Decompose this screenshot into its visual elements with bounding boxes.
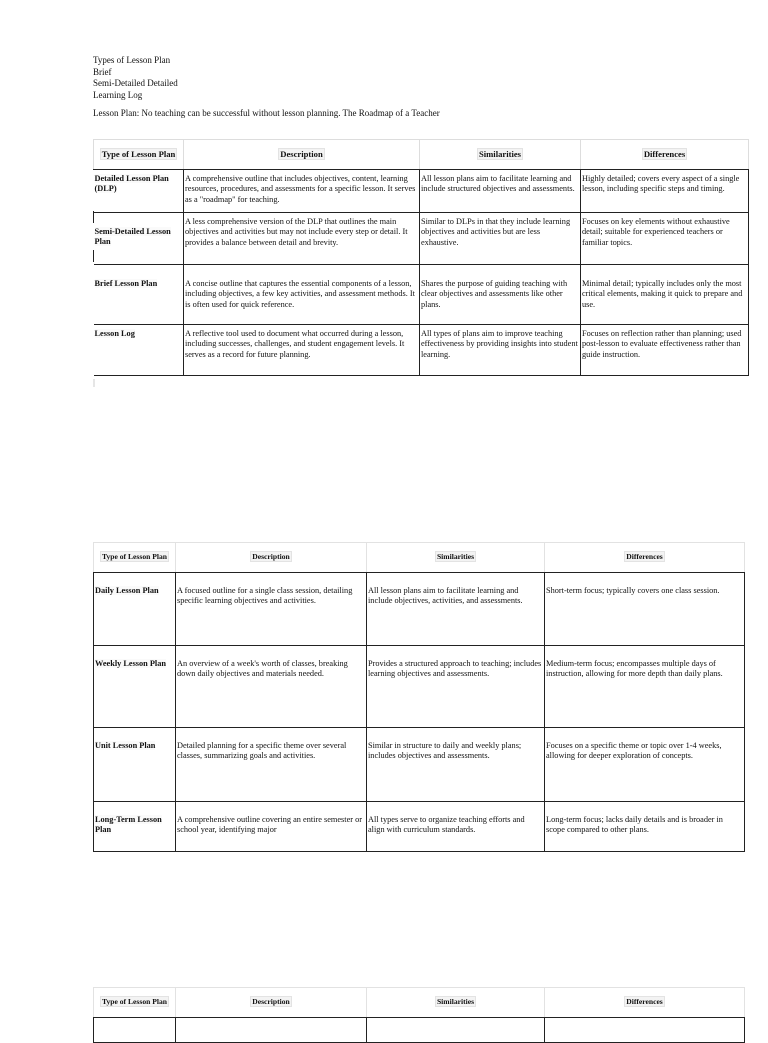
- column-header: Type of Lesson Plan: [94, 988, 176, 1018]
- description-cell: A reflective tool used to document what occurred during a lesson, including successes, challenges, and student engagement levels. It serves as a record for future planning.: [184, 325, 420, 376]
- table-row: [94, 646, 745, 728]
- similarities-cell: Similar in structure to daily and weekly plans; includes objectives and assessments.: [367, 728, 545, 802]
- description-cell: A less comprehensive version of the DLP that outlines the main objectives and activities but may not include every step or detail. It provides a balance between detail and brevity.: [184, 213, 420, 265]
- differences-cell: Medium-term focus; encompasses multiple days of instruction, allowing for more depth than daily plans.: [545, 646, 745, 728]
- table-row: [94, 728, 745, 802]
- similarities-cell: All types serve to organize teaching efforts and align with curriculum standards.: [367, 802, 545, 852]
- type-cell: Detailed Lesson Plan (DLP): [94, 170, 184, 213]
- column-header: Description: [184, 140, 420, 170]
- lesson-plan-table-2: [93, 542, 745, 852]
- table-row: [94, 325, 749, 376]
- column-header: Type of Lesson Plan: [94, 140, 184, 170]
- table-header-row: [94, 140, 749, 170]
- intro-line: Brief: [93, 66, 112, 77]
- intro-line: Types of Lesson Plan: [93, 55, 171, 65]
- description-cell: Detailed planning for a specific theme over several classes, summarizing goals and activities.: [176, 728, 367, 802]
- table-row: [94, 170, 749, 213]
- similarities-cell: All types of plans aim to improve teaching effectiveness by providing insights into student learning.: [420, 325, 581, 376]
- differences-cell: Long-term focus; lacks daily details and is broader in scope compared to other plans.: [545, 802, 745, 852]
- type-cell: [94, 1018, 176, 1043]
- description-cell: A concise outline that captures the essential components of a lesson, including objectives, a few key activities, and assessment methods. It is often used for quick reference.: [184, 265, 420, 325]
- lesson-plan-table-3: [93, 987, 745, 1043]
- type-cell: Long-Term Lesson Plan: [94, 802, 176, 852]
- type-cell: Unit Lesson Plan: [94, 728, 176, 802]
- similarities-cell: Provides a structured approach to teaching; includes learning objectives and assessments.: [367, 646, 545, 728]
- differences-cell: Minimal detail; typically includes only the most critical elements, making it quick to prepare and use.: [581, 265, 749, 325]
- column-header: Differences: [545, 988, 745, 1018]
- column-header: Differences: [545, 543, 745, 573]
- differences-cell: Focuses on key elements without exhaustive detail; suitable for experienced teachers or familiar topics.: [581, 213, 749, 265]
- differences-cell: Focuses on a specific theme or topic over 1-4 weeks, allowing for deeper exploration of concepts.: [545, 728, 745, 802]
- tagline: Lesson Plan: No teaching can be successful without lesson planning. The Roadmap of a Teacher: [93, 108, 440, 118]
- type-cell: Semi-Detailed Lesson Plan: [94, 213, 184, 265]
- type-cell: Weekly Lesson Plan: [94, 646, 176, 728]
- similarities-cell: Shares the purpose of guiding teaching with clear objectives and assessments like other plans.: [420, 265, 581, 325]
- description-cell: A focused outline for a single class session, detailing specific learning objectives and activities.: [176, 573, 367, 646]
- differences-cell: Highly detailed; covers every aspect of a single lesson, including specific steps and timing.: [581, 170, 749, 213]
- lesson-plan-table-1: [93, 139, 749, 376]
- column-header: Similarities: [420, 140, 581, 170]
- similarities-cell: All lesson plans aim to facilitate learning and include objectives, activities, and assessments.: [367, 573, 545, 646]
- description-cell: An overview of a week's worth of classes, breaking down daily objectives and materials needed.: [176, 646, 367, 728]
- intro-line: Learning Log: [93, 89, 143, 100]
- description-cell: A comprehensive outline covering an entire semester or school year, identifying major: [176, 802, 367, 852]
- table-header-row: [94, 988, 745, 1018]
- similarities-cell: All lesson plans aim to facilitate learning and include structured objectives and assessments.: [420, 170, 581, 213]
- description-cell: A comprehensive outline that includes objectives, content, learning resources, procedures, and assessments for a specific lesson. It serves as a "roadmap" for teaching.: [184, 170, 420, 213]
- table-row: [94, 573, 745, 646]
- column-header: Type of Lesson Plan: [94, 543, 176, 573]
- intro-line: Semi-Detailed Detailed: [93, 78, 178, 88]
- differences-cell: Short-term focus; typically covers one class session.: [545, 573, 745, 646]
- table-header-row: [94, 543, 745, 573]
- similarities-cell: Similar to DLPs in that they include learning objectives and activities but are less exhaustive.: [420, 213, 581, 265]
- table-row: [94, 213, 749, 265]
- cell-marker: [93, 379, 95, 387]
- table-row: [94, 265, 749, 325]
- cell-edge-mark: [93, 211, 94, 223]
- type-cell: Brief Lesson Plan: [94, 265, 184, 325]
- type-cell: Daily Lesson Plan: [94, 573, 176, 646]
- table-row: [94, 802, 745, 852]
- differences-cell: Focuses on reflection rather than planning; used post-lesson to evaluate effectiveness rather than guide instruction.: [581, 325, 749, 376]
- column-header: Description: [176, 543, 367, 573]
- description-cell: [176, 1018, 367, 1043]
- similarities-cell: [367, 1018, 545, 1043]
- column-header: Similarities: [367, 988, 545, 1018]
- table-row: [94, 1018, 745, 1043]
- cell-edge-mark: [93, 250, 94, 262]
- intro-block: [93, 55, 178, 101]
- column-header: Differences: [581, 140, 749, 170]
- column-header: Description: [176, 988, 367, 1018]
- differences-cell: [545, 1018, 745, 1043]
- type-cell: Lesson Log: [94, 325, 184, 376]
- column-header: Similarities: [367, 543, 545, 573]
